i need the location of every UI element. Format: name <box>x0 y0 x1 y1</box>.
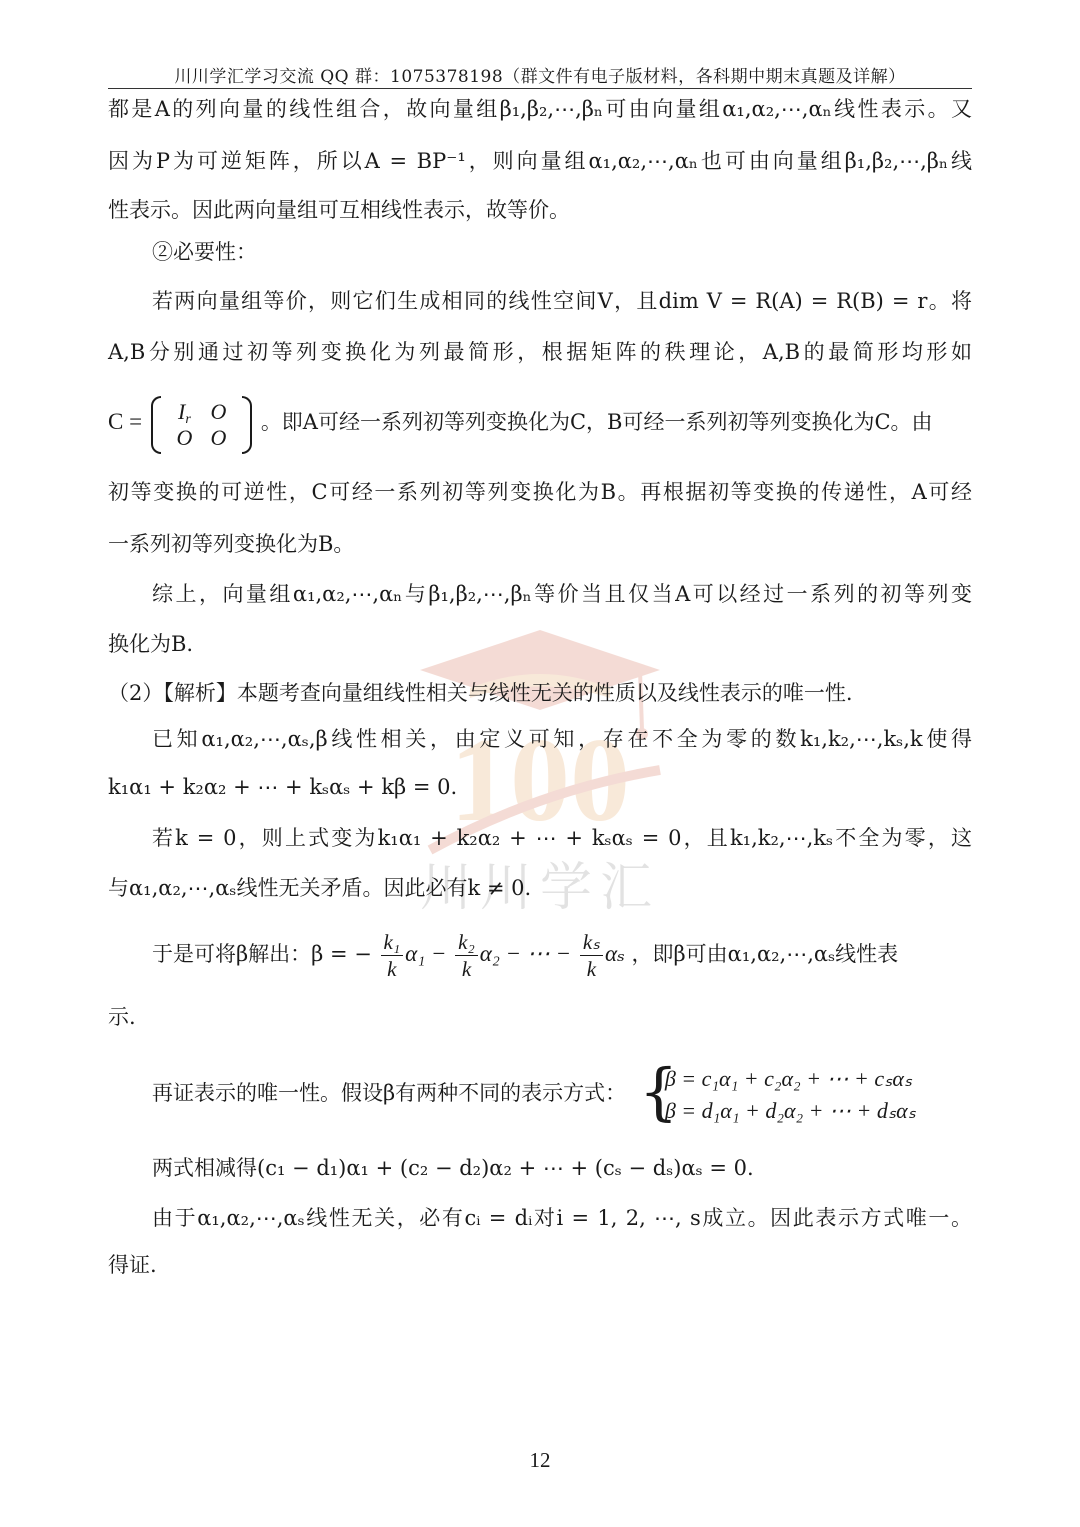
text-line: 示. <box>108 1005 136 1029</box>
matrix-line <box>108 392 972 452</box>
text-line: A,B分别通过初等列变换化为列最简形，根据矩阵的秩理论，A,B的最简形均形如 <box>108 340 972 364</box>
equation-system <box>638 1054 916 1128</box>
system-line-prefix: 再证表示的唯一性。假设β有两种不同的表示方式： <box>152 1081 627 1105</box>
header-rule <box>108 88 972 89</box>
fraction-line-suffix: ，即β可由α₁,α₂,⋯,αₛ线性表 <box>631 942 899 966</box>
text-line: 已知α₁,α₂,⋯,αₛ,β线性相关，由定义可知，存在不全为零的数k₁,k₂,⋯,kₛ,k使得 <box>152 727 972 751</box>
text-line: 一系列初等列变换化为B。 <box>108 532 355 556</box>
text-line: 若两向量组等价，则它们生成相同的线性空间V，且dim V = R(A) = R(B) = r。将 <box>152 289 972 313</box>
fraction-term-tail: α₁ − <box>405 941 447 966</box>
text-line: 初等变换的可逆性，C可经一系列初等列变换化为B。再根据初等变换的传递性，A可经 <box>108 480 972 504</box>
text-line: 得证. <box>108 1253 157 1277</box>
matrix-cell: $I_r$ <box>178 398 191 427</box>
fraction: $\frac{\text{kₛ}}{k}$ <box>580 929 603 982</box>
page-number: 12 <box>529 1448 551 1472</box>
watermark-text: 川川学汇 <box>419 858 661 918</box>
fraction: $\frac{\text{k₁}}{k}$ <box>381 929 404 982</box>
matrix-cell: O <box>210 424 227 450</box>
text-line: 性表示。因此两向量组可互相线性表示，故等价。 <box>108 198 570 222</box>
text-line: 由于α₁,α₂,⋯,αₛ线性无关，必有cᵢ = dᵢ对i = 1, 2, ⋯, s成立。因此表示方式唯一。 <box>152 1206 972 1230</box>
system-row: β = c₁α₁ + c₂α₂ + ⋯ + cₛαₛ <box>664 1065 913 1091</box>
matrix-cell: O <box>176 424 193 450</box>
matrix-lhs: C = <box>108 409 143 434</box>
watermark-number: 100 <box>450 713 630 846</box>
left-brace-icon: { <box>638 1054 679 1128</box>
fraction-term-tail: αₛ <box>605 941 625 966</box>
equation-line: k₁α₁ + k₂α₂ + ⋯ + kₛαₛ + kβ = 0. <box>108 775 458 799</box>
fraction-line <box>152 926 972 982</box>
text-line: 因为P为可逆矩阵，所以A = BP⁻¹，则向量组α₁,α₂,⋯,αₙ也可由向量组β₁,β₂,⋯,βₙ线 <box>108 149 972 173</box>
section-heading: （2）【解析】本题考查向量组线性相关与线性无关的性质以及线性表示的唯一性. <box>108 681 853 705</box>
fraction: $\frac{\text{k₂}}{k}$ <box>455 929 478 982</box>
block-matrix <box>151 393 252 454</box>
page-header: 川川学汇学习交流 QQ 群：1075378198（群文件有电子版材料，各科期中期末真题及详解） <box>174 67 906 87</box>
fraction-term-tail: α₂ − ⋯ − <box>479 941 572 966</box>
system-line <box>152 1054 972 1128</box>
matrix-line-text: 。即A可经一系列初等列变换化为C，B可经一系列初等列变换化为C。由 <box>260 410 933 434</box>
matrix-cell: O <box>210 398 227 424</box>
text-line: 换化为B. <box>108 632 194 656</box>
system-row: β = d₁α₁ + d₂α₂ + ⋯ + dₛαₛ <box>664 1097 916 1123</box>
text-line: 都是A的列向量的线性组合，故向量组β₁,β₂,⋯,βₙ可由向量组α₁,α₂,⋯,αₙ线性表示。又 <box>108 97 972 121</box>
subheading-necessity: ②必要性： <box>152 240 257 264</box>
text-line: 若k = 0，则上式变为k₁α₁ + k₂α₂ + ⋯ + kₛαₛ = 0，且k₁,k₂,⋯,kₛ不全为零，这 <box>152 826 972 850</box>
equation-line: 两式相减得(c₁ − d₁)α₁ + (c₂ − d₂)α₂ + ⋯ + (cₛ − dₛ)αₛ = 0. <box>152 1156 754 1180</box>
text-line: 与α₁,α₂,⋯,αₛ线性无关矛盾。因此必有k ≠ 0. <box>108 876 532 900</box>
text-line: 综上，向量组α₁,α₂,⋯,αₙ与β₁,β₂,⋯,βₙ等价当且仅当A可以经过一系列的初等列变 <box>152 582 972 606</box>
fraction-line-prefix: 于是可将β解出：β = − <box>152 942 372 966</box>
